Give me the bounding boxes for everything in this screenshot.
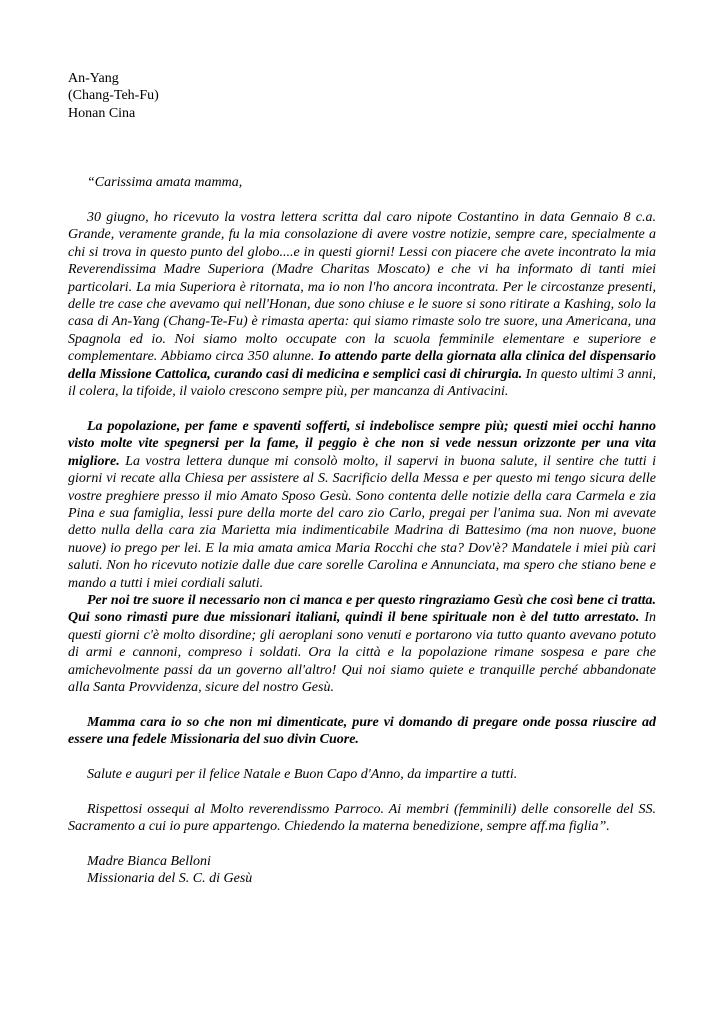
paragraph-5: Salute e auguri per il felice Natale e Buon Capo d'Anno, da impartire a tutti. bbox=[87, 766, 518, 782]
paragraph-3 bbox=[68, 592, 656, 696]
letter-body bbox=[68, 174, 656, 888]
paragraph-1-bold: Io attendo parte della giornata alla clinica del dispensario della Missione Cattolica, curando casi di medicina e semplici casi di chirurgia. bbox=[68, 349, 656, 382]
signature-title: Missionaria del S. C. di Gesù bbox=[87, 871, 253, 887]
paragraph-4-bold: Mamma cara io so che non mi dimenticate, pure vi domando di pregare onde possa riuscire ad essere una fedele Missionaria del suo divin Cuore. bbox=[68, 714, 656, 748]
paragraph-2-bold: La popolazione, per fame e spaventi sofferti, si indebolisce sempre più; questi miei occhi hanno visto molte vite spegnersi per la fame, il peggio è che non si vede nessun orizzonte per una vita migliore. bbox=[68, 418, 656, 469]
address-line-prefecture: (Chang-Teh-Fu) bbox=[68, 88, 159, 104]
sender-address bbox=[68, 70, 656, 122]
paragraph-1-tail: In questo ultimi 3 anni, il colera, la tifoide, il vaiolo crescono sempre più, per mancanza di Antivacini. bbox=[68, 366, 656, 400]
paragraph-4 bbox=[68, 714, 656, 749]
paragraph-3-bold: Per noi tre suore il necessario non ci manca e per questo ringraziamo Gesù che così bene ci tratta. Qui sono rimasti pure due missionari italiani, quindi il bene spirituale non è del tutto arrestato. bbox=[68, 592, 656, 626]
paragraph-1 bbox=[68, 209, 656, 400]
address-line-region: Honan Cina bbox=[68, 105, 136, 121]
paragraph-2-tail: La vostra lettera dunque mi consolò molto, il sapervi in buona salute, il sentire che tutti i giorni vi recate alla Chiesa per assistere al S. Sacrificio della Messa e per questo mi tengo sicura delle vostre preghiere presso il mio Amato Sposo Gesù. Sono contenta delle notizie della cara Carmela e zia Pina e sua famiglia, lessi pure della morte del caro zio Carlo, pregai per l'anima sua. Non mi avevate detto nulla della cara zia Marietta mia indimenticabile Madrina di Battesimo (ma non nuove, buone nuove) io prego per lei. E la mia amata amica Maria Rocchi che sta? Dov'è? Mandatele i miei più cari saluti. Non ho ricevuto notizie dalle due care sorelle Carolina e Annunciata, ma spero che stiano bene e mando a tutti i miei cordiali saluti. bbox=[68, 453, 656, 591]
paragraph-3-tail: In questi giorni c'è molto disordine; gli aeroplani sono venuti e portarono via tutto quanto avevano potuto di armi e cannoni, compreso i soldati. Ora la città e la popolazione rimane sospesa e pare che amichevolmente passi da un governo all'altro! Qui noi siamo quiete e tranquille perché abbandonate alla Santa Provvidenza, sicure del nostro Gesù. bbox=[68, 610, 656, 695]
letter-greeting: “Carissima amata mamma, bbox=[87, 175, 243, 191]
signature-name: Madre Bianca Belloni bbox=[87, 853, 211, 869]
signature-block bbox=[68, 853, 656, 888]
paragraph-2 bbox=[68, 418, 656, 592]
address-line-city: An-Yang bbox=[68, 71, 119, 86]
paragraph-1-text: 30 giugno, ho ricevuto la vostra lettera scritta dal caro nipote Costantino in data Gennaio 8 c.a. Grande, veramente grande, fu la mia consolazione di avere vostre notizie, sempre care, specialmente a chi si trova in questo punto del globo....e in questi giorni! Lessi con piacere che avete incontrato la mia Reverendissima Madre Superiora (Madre Charitas Moscato) e che vi ha informato di tanti miei particolari. La mia Superiora è ritornata, ma io non l'ho ancora incontrata. Per le circostanze presenti, delle tre case che avevamo qui nell'Honan, due sono chiuse e le suore si sono ritirate a Kashing, solo la casa di An-Yang (Chang-Te-Fu) è rimasta aperta: qui siamo rimaste solo tre suore, una Americana, una Spagnola ed io. Noi siamo molto occupate con la scuola femminile elementare e superiore e complementare. Abbiamo circa 350 alunne. bbox=[68, 210, 656, 365]
paragraph-6: Rispettosi ossequi al Molto reverendissmo Parroco. Ai membri (femminili) delle consorelle del SS. Sacramento a cui io pure appartengo. Chiedendo la materna benedizione, sempre aff.ma figlia”. bbox=[68, 801, 656, 835]
